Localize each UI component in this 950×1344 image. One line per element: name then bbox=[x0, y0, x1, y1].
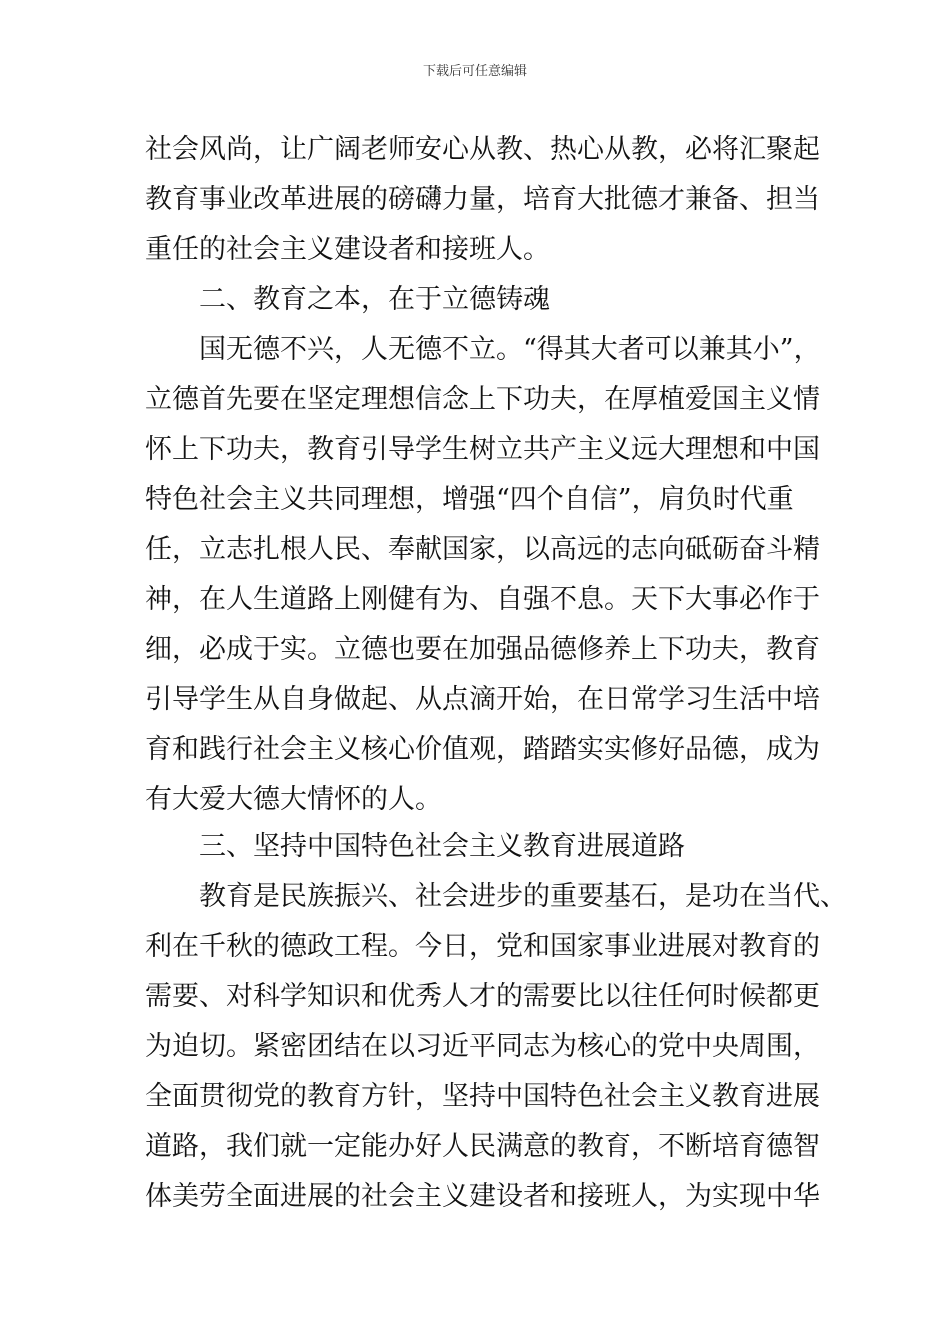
body-line: 全面贯彻党的教育方针，坚持中国特色社会主义教育进展 bbox=[145, 1081, 820, 1112]
body-line: 引导学生从自身做起、从点滴开始，在日常学习生活中培 bbox=[145, 684, 820, 715]
body-line: 教育事业改革进展的磅礴力量，培育大批德才兼备、担当 bbox=[145, 184, 820, 215]
body-line: 国无德不兴，人无德不立。“得其大者可以兼其小”， bbox=[145, 334, 821, 365]
body-line: 特色社会主义共同理想，增强“四个自信”，肩负时代重 bbox=[145, 484, 794, 515]
section-heading: 三、坚持中国特色社会主义教育进展道路 bbox=[145, 831, 685, 862]
body-line: 教育是民族振兴、社会进步的重要基石，是功在当代、 bbox=[145, 881, 847, 912]
body-line: 育和践行社会主义核心价值观，踏踏实实修好品德，成为 bbox=[145, 734, 820, 765]
body-line: 细，必成于实。立德也要在加强品德修养上下功夫，教育 bbox=[145, 634, 820, 665]
body-line: 为迫切。紧密团结在以习近平同志为核心的党中央周围， bbox=[145, 1031, 820, 1062]
body-line: 需要、对科学知识和优秀人才的需要比以往任何时候都更 bbox=[145, 981, 820, 1012]
body-line: 立德首先要在坚定理想信念上下功夫，在厚植爱国主义情 bbox=[145, 384, 820, 415]
body-line: 社会风尚，让广阔老师安心从教、热心从教，必将汇聚起 bbox=[145, 134, 820, 165]
body-line: 有大爱大德大情怀的人。 bbox=[145, 784, 442, 815]
body-line: 重任的社会主义建设者和接班人。 bbox=[145, 234, 550, 265]
section-heading: 二、教育之本，在于立德铸魂 bbox=[145, 284, 550, 315]
body-line: 体美劳全面进展的社会主义建设者和接班人，为实现中华 bbox=[145, 1181, 820, 1212]
body-line: 怀上下功夫，教育引导学生树立共产主义远大理想和中国 bbox=[145, 434, 820, 465]
body-line: 任，立志扎根人民、奉献国家，以高远的志向砥砺奋斗精 bbox=[145, 534, 820, 565]
body-line: 利在千秋的德政工程。今日，党和国家事业进展对教育的 bbox=[145, 931, 820, 962]
page-header: 下载后可任意编辑 bbox=[422, 64, 527, 79]
body-line: 神，在人生道路上刚健有为、自强不息。天下大事必作于 bbox=[145, 584, 820, 615]
body-line: 道路，我们就一定能办好人民满意的教育，不断培育德智 bbox=[145, 1131, 820, 1162]
